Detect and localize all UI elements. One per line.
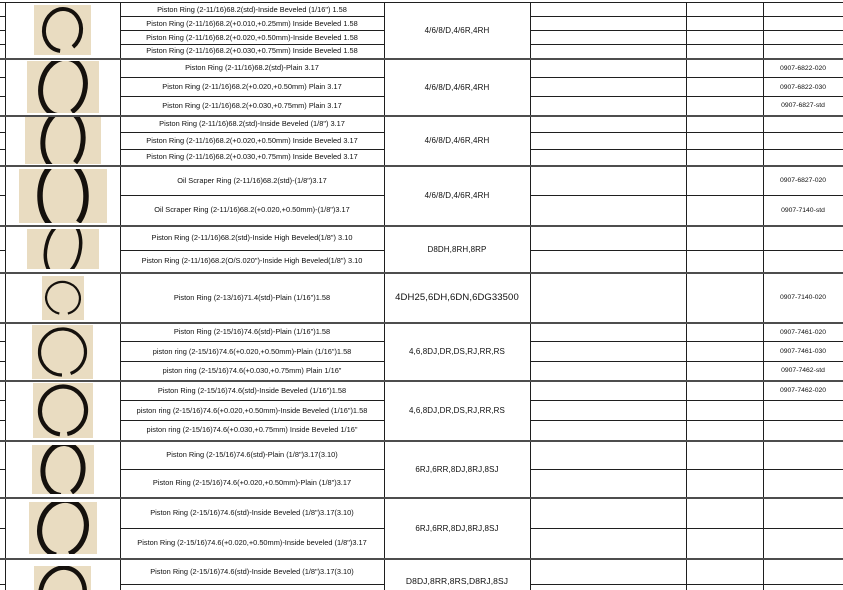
part-description: Piston Ring (2-15/16)74.6(+0.020,+0.50mm)-Plain (1/8")3.17 [120, 470, 384, 498]
table-row [0, 166, 843, 196]
piston-ring-icon [27, 229, 99, 269]
part-description: piston ring (2-15/16)74.6(+0.030,+0.75mm) Inside Beveled 1/16" [120, 421, 384, 441]
table-row [0, 59, 843, 78]
part-description: Piston Ring (2-15/16)74.6(+0.020,+0.50mm)-Inside beveled (1/8")3.17 [120, 529, 384, 559]
empty-cell-b [686, 226, 763, 251]
empty-cell-a [530, 45, 686, 59]
empty-cell-b [686, 342, 763, 362]
part-number [763, 421, 843, 441]
piston-ring-photo [27, 229, 99, 269]
empty-cell-a [530, 441, 686, 470]
part-number: 0907-7140-std [763, 196, 843, 226]
empty-cell-b [686, 251, 763, 273]
part-number [763, 226, 843, 251]
part-description: Piston Ring (2-11/16)68.2(+0.030,+0.75mm) Inside Beveled 1.58 [120, 45, 384, 59]
parts-table [0, 2, 843, 590]
part-number [763, 529, 843, 559]
empty-cell-a [530, 470, 686, 498]
empty-cell-a [530, 362, 686, 381]
part-description: piston ring (2-15/16)74.6(+0.030,+0.75mm) Plain 1/16" [120, 362, 384, 381]
ring-image-cell [5, 59, 120, 116]
table-row [0, 116, 843, 133]
left-margin-cell [0, 133, 5, 150]
empty-cell-b [686, 17, 763, 31]
empty-cell-a [530, 251, 686, 273]
empty-cell-b [686, 3, 763, 17]
piston-ring-photo [33, 383, 93, 438]
left-margin-cell [0, 251, 5, 273]
piston-ring-icon [19, 169, 107, 223]
empty-cell-a [530, 381, 686, 401]
part-number [763, 559, 843, 585]
ring-image-cell [5, 559, 120, 590]
engine-models: 4/6/8/D,4/6R,4RH [384, 166, 530, 226]
piston-ring-photo [19, 169, 107, 223]
part-description: Oil Scraper Ring (2-11/16)68.2(std)-(1/8")3.17 [120, 166, 384, 196]
empty-cell-b [686, 78, 763, 97]
empty-cell-b [686, 150, 763, 166]
left-margin-cell [0, 342, 5, 362]
piston-ring-icon [25, 117, 101, 164]
piston-ring-icon [34, 566, 91, 590]
empty-cell-a [530, 78, 686, 97]
empty-cell-b [686, 559, 763, 585]
part-number: 0907-6822-030 [763, 78, 843, 97]
empty-cell-b [686, 470, 763, 498]
left-margin-cell [0, 150, 5, 166]
empty-cell-b [686, 59, 763, 78]
table-row [0, 226, 843, 251]
piston-ring-photo [34, 5, 91, 55]
part-description: Piston Ring (2-11/16)68.2(O/S.020")-Inside High Beveled(1/8") 3.10 [120, 251, 384, 273]
empty-cell-b [686, 273, 763, 323]
ring-image-cell [5, 273, 120, 323]
part-number: 0907-6827-std [763, 97, 843, 116]
part-number [763, 585, 843, 590]
empty-cell-a [530, 498, 686, 529]
left-margin-cell [0, 362, 5, 381]
table-row [0, 323, 843, 342]
table-row [0, 498, 843, 529]
part-description: Piston Ring (2-15/16)74.6(std)-Inside Beveled (1/16")1.58 [120, 381, 384, 401]
part-number: 0907-7140-020 [763, 273, 843, 323]
left-margin-cell [0, 17, 5, 31]
empty-cell-a [530, 323, 686, 342]
part-number: 0907-7462-std [763, 362, 843, 381]
ring-image-cell [5, 323, 120, 381]
part-description: Piston Ring (2-11/16)68.2(+0.020,+0.50mm) Inside Beveled 3.17 [120, 133, 384, 150]
left-margin-cell [0, 421, 5, 441]
empty-cell-b [686, 585, 763, 590]
engine-models: 4DH25,6DH,6DN,6DG33500 [384, 273, 530, 323]
part-description: Piston Ring (2-15/16)74.6(std)-Inside Beveled (1/8")3.17(3.10) [120, 498, 384, 529]
part-description: Piston Ring (2-11/16)68.2(+0.010,+0.25mm) Inside Beveled 1.58 [120, 17, 384, 31]
empty-cell-a [530, 585, 686, 590]
table-row [0, 381, 843, 401]
empty-cell-a [530, 196, 686, 226]
ring-image-cell [5, 3, 120, 59]
empty-cell-b [686, 31, 763, 45]
ring-image-cell [5, 441, 120, 498]
ring-image-cell [5, 381, 120, 441]
left-margin-cell [0, 196, 5, 226]
piston-ring-icon [29, 502, 97, 554]
empty-cell-b [686, 362, 763, 381]
empty-cell-a [530, 150, 686, 166]
part-description: Piston Ring (2-11/16)68.2(+0.020,+0.50mm)-Inside Beveled 1.58 [120, 31, 384, 45]
left-margin-cell [0, 470, 5, 498]
engine-models: D8DJ,8RR,8RS,D8RJ,8SJ [384, 559, 530, 590]
empty-cell-b [686, 133, 763, 150]
left-margin-cell [0, 31, 5, 45]
empty-cell-a [530, 166, 686, 196]
empty-cell-a [530, 559, 686, 585]
part-number [763, 31, 843, 45]
ring-image-cell [5, 498, 120, 559]
part-number: 0907-7462-020 [763, 381, 843, 401]
ring-image-cell [5, 226, 120, 273]
empty-cell-b [686, 498, 763, 529]
piston-ring-photo [27, 61, 99, 113]
part-description: Piston Ring (2-15/16)74.6(std)-Plain (1/8")3.17(3.10) [120, 441, 384, 470]
piston-ring-icon [33, 383, 93, 438]
piston-ring-icon [32, 325, 93, 379]
piston-ring-photo [42, 276, 84, 320]
piston-ring-icon [32, 445, 94, 494]
part-description: Piston Ring (2-15/16)74.6(std)-Inside Beveled (1/8")3.17(3.10) [120, 559, 384, 585]
part-number [763, 17, 843, 31]
left-margin-cell [0, 585, 5, 590]
empty-cell-a [530, 421, 686, 441]
empty-cell-b [686, 116, 763, 133]
part-description: Piston Ring (2-13/16)71.4(std)-Plain (1/16")1.58 [120, 273, 384, 323]
engine-models: 4,6,8DJ,DR,DS,RJ,RR,RS [384, 323, 530, 381]
part-number: 0907-6822-020 [763, 59, 843, 78]
empty-cell-a [530, 226, 686, 251]
part-description: Piston Ring (2-11/16)68.2(+0.030,+0.75mm) Plain 3.17 [120, 97, 384, 116]
table-row [0, 441, 843, 470]
part-number: 0907-7461-030 [763, 342, 843, 362]
part-description: Piston Ring (2-11/16)68.2(std)-Plain 3.17 [120, 59, 384, 78]
empty-cell-a [530, 342, 686, 362]
table-row [0, 559, 843, 585]
empty-cell-b [686, 441, 763, 470]
engine-models: 6RJ,6RR,8DJ,8RJ,8SJ [384, 498, 530, 559]
empty-cell-a [530, 133, 686, 150]
empty-cell-a [530, 273, 686, 323]
engine-models: D8DH,8RH,8RP [384, 226, 530, 273]
part-number [763, 150, 843, 166]
part-number [763, 498, 843, 529]
part-number [763, 401, 843, 421]
part-description: piston ring (2-15/16)74.6(+0.020,+0.50mm)-Inside Beveled (1/16")1.58 [120, 401, 384, 421]
engine-models: 4/6/8/D,4/6R,4RH [384, 59, 530, 116]
part-number [763, 45, 843, 59]
ring-image-cell [5, 166, 120, 226]
empty-cell-b [686, 97, 763, 116]
piston-ring-icon [27, 61, 99, 113]
left-margin-cell [0, 78, 5, 97]
empty-cell-b [686, 45, 763, 59]
part-description: Piston Ring (2-11/16)68.2(std)-Inside High Beveled(1/8") 3.10 [120, 226, 384, 251]
empty-cell-a [530, 31, 686, 45]
part-description: Piston Ring (2-11/16)68.2(+0.030,+0.75mm) Inside Beveled 3.17 [120, 150, 384, 166]
table-row [0, 273, 843, 323]
part-number [763, 470, 843, 498]
empty-cell-a [530, 97, 686, 116]
left-margin-cell [0, 45, 5, 59]
engine-models: 6RJ,6RR,8DJ,8RJ,8SJ [384, 441, 530, 498]
left-margin-cell [0, 97, 5, 116]
ring-image-cell [5, 116, 120, 166]
part-description: piston ring (2-15/16)74.6(+0.020,+0.50mm)-Plain (1/16")1.58 [120, 342, 384, 362]
empty-cell-b [686, 421, 763, 441]
empty-cell-a [530, 59, 686, 78]
engine-models: 4/6/8/D,4/6R,4RH [384, 116, 530, 166]
left-margin-cell [0, 401, 5, 421]
piston-ring-photo [25, 117, 101, 164]
empty-cell-b [686, 323, 763, 342]
empty-cell-b [686, 166, 763, 196]
empty-cell-a [530, 401, 686, 421]
part-number: 0907-7461-020 [763, 323, 843, 342]
part-number [763, 251, 843, 273]
part-number [763, 3, 843, 17]
piston-ring-photo [34, 566, 91, 590]
part-description: Oil Scraper Ring (2-11/16)68.2(+0.020,+0.50mm)-(1/8")3.17 [120, 196, 384, 226]
engine-models: 4/6/8/D,4/6R,4RH [384, 3, 530, 59]
empty-cell-a [530, 3, 686, 17]
piston-ring-photo [29, 502, 97, 554]
piston-ring-icon [42, 276, 84, 320]
piston-ring-photo [32, 445, 94, 494]
empty-cell-b [686, 381, 763, 401]
left-margin-cell [0, 529, 5, 559]
empty-cell-a [530, 116, 686, 133]
part-number: 0907-6827-020 [763, 166, 843, 196]
empty-cell-b [686, 401, 763, 421]
empty-cell-a [530, 529, 686, 559]
empty-cell-a [530, 17, 686, 31]
part-description: Piston Ring (2-15/16)74.6(std)-Plain (1/16")1.58 [120, 323, 384, 342]
part-number [763, 116, 843, 133]
empty-cell-b [686, 529, 763, 559]
table-row [0, 3, 843, 17]
part-number [763, 441, 843, 470]
piston-ring-icon [34, 5, 91, 55]
part-description [120, 585, 384, 590]
part-description: Piston Ring (2-11/16)68.2(std)-Inside Beveled (1/16") 1.58 [120, 3, 384, 17]
engine-models: 4,6,8DJ,DR,DS,RJ,RR,RS [384, 381, 530, 441]
empty-cell-b [686, 196, 763, 226]
part-description: Piston Ring (2-11/16)68.2(+0.020,+0.50mm) Plain 3.17 [120, 78, 384, 97]
parts-table-body [0, 3, 843, 590]
part-number [763, 133, 843, 150]
piston-ring-photo [32, 325, 93, 379]
part-description: Piston Ring (2-11/16)68.2(std)-Inside Beveled (1/8") 3.17 [120, 116, 384, 133]
